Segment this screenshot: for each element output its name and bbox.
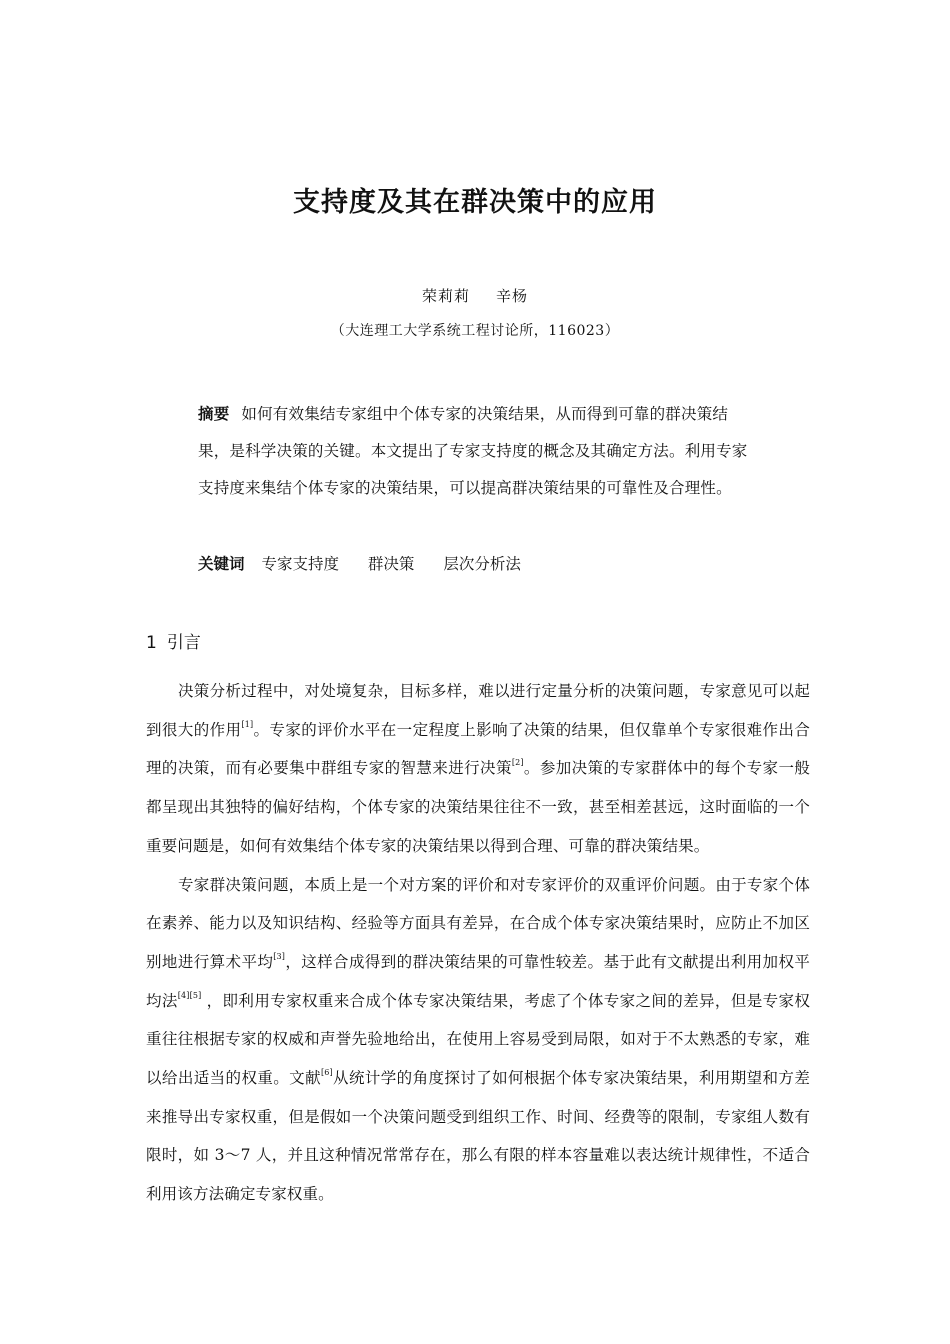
keyword: 群决策 bbox=[367, 555, 415, 573]
section-title: 引言 bbox=[166, 633, 201, 653]
text-span: 。参加决策的专家群体中的每个专家一般都呈现出其独特的偏好结构，个体专家的决策结果往往不一致，甚至相差甚远，这时面临的一个重要问题是，如何有效集结个体专家的决策结果以得到合理、可靠的群决策结果。 bbox=[146, 759, 811, 855]
text-span: 从统计学的角度探讨了如何根据个体专家决策结果，利用期望和方差来推导出专家权重，但是假如一个决策问题受到组织工作、时间、经费等的限制，专家组人数有限时，如 3～7 人，并且这种情况常常存在，那么有限的样本容量难以表达统计规律性，不适合利用该方法确定专家权重。 bbox=[146, 1069, 810, 1204]
section-number: 1 bbox=[146, 633, 157, 653]
affiliation: （大连理工大学系统工程讨论所，116023） bbox=[330, 323, 620, 339]
text-span: 。专家的评价水平在一定程度上影响了决策的结果，但仅靠单个专家很难作出合理的决策，而有必要集中群组专家的智慧来进行决策 bbox=[146, 720, 810, 778]
body-text bbox=[146, 672, 810, 1214]
paragraph bbox=[146, 866, 810, 1214]
citation[interactable]: [3] bbox=[273, 951, 286, 961]
section-heading bbox=[146, 628, 201, 653]
keyword: 层次分析法 bbox=[443, 555, 521, 573]
abstract-label: 摘要 bbox=[198, 405, 230, 423]
text-span: 专家群决策问题，本质上是一个对方案的评价和对专家评价的双重评价问题。由于专家个体在素养、能力以及知识结构、经验等方面具有差异，在合成个体专家决策结果时，应防止不加区别地进行算术平均 bbox=[146, 875, 810, 971]
text-span: ，即利用专家权重来合成个体专家决策结果，考虑了个体专家之间的差异，但是专家权重往往根据专家的权威和声誉先验地给出，在使用上容易受到局限，如对于不太熟悉的专家，难以给出适当的权重。文献 bbox=[146, 991, 811, 1088]
author-line bbox=[0, 285, 950, 306]
citation[interactable]: [2] bbox=[511, 758, 524, 768]
paper-title: 支持度及其在群决策中的应用 bbox=[293, 187, 657, 218]
text-span: ，这样合成得到的群决策结果的可靠性较差。基于此有文献提出利用加权平均法 bbox=[146, 952, 811, 1010]
keyword: 专家支持度 bbox=[261, 555, 339, 573]
keywords bbox=[198, 552, 545, 574]
abstract-text: 如何有效集结专家组中个体专家的决策结果，从而得到可靠的群决策结果，是科学决策的关键。本文提出了专家支持度的概念及其确定方法。利用专家支持度来集结个体专家的决策结果，可以提高群决策结果的可靠性及合理性。 bbox=[198, 405, 748, 497]
author-name: 辛杨 bbox=[496, 287, 529, 305]
author-name: 荣莉莉 bbox=[421, 287, 470, 305]
abstract bbox=[198, 396, 758, 507]
paragraph bbox=[146, 672, 810, 866]
text-span: 决策分析过程中，对处境复杂，目标多样，难以进行定量分析的决策问题，专家意见可以起到很大的作用 bbox=[146, 682, 810, 739]
citation[interactable]: [6] bbox=[320, 1068, 333, 1078]
citation[interactable]: [4][5] bbox=[177, 990, 202, 1000]
keywords-label: 关键词 bbox=[198, 555, 245, 573]
citation[interactable]: [1] bbox=[241, 719, 254, 729]
